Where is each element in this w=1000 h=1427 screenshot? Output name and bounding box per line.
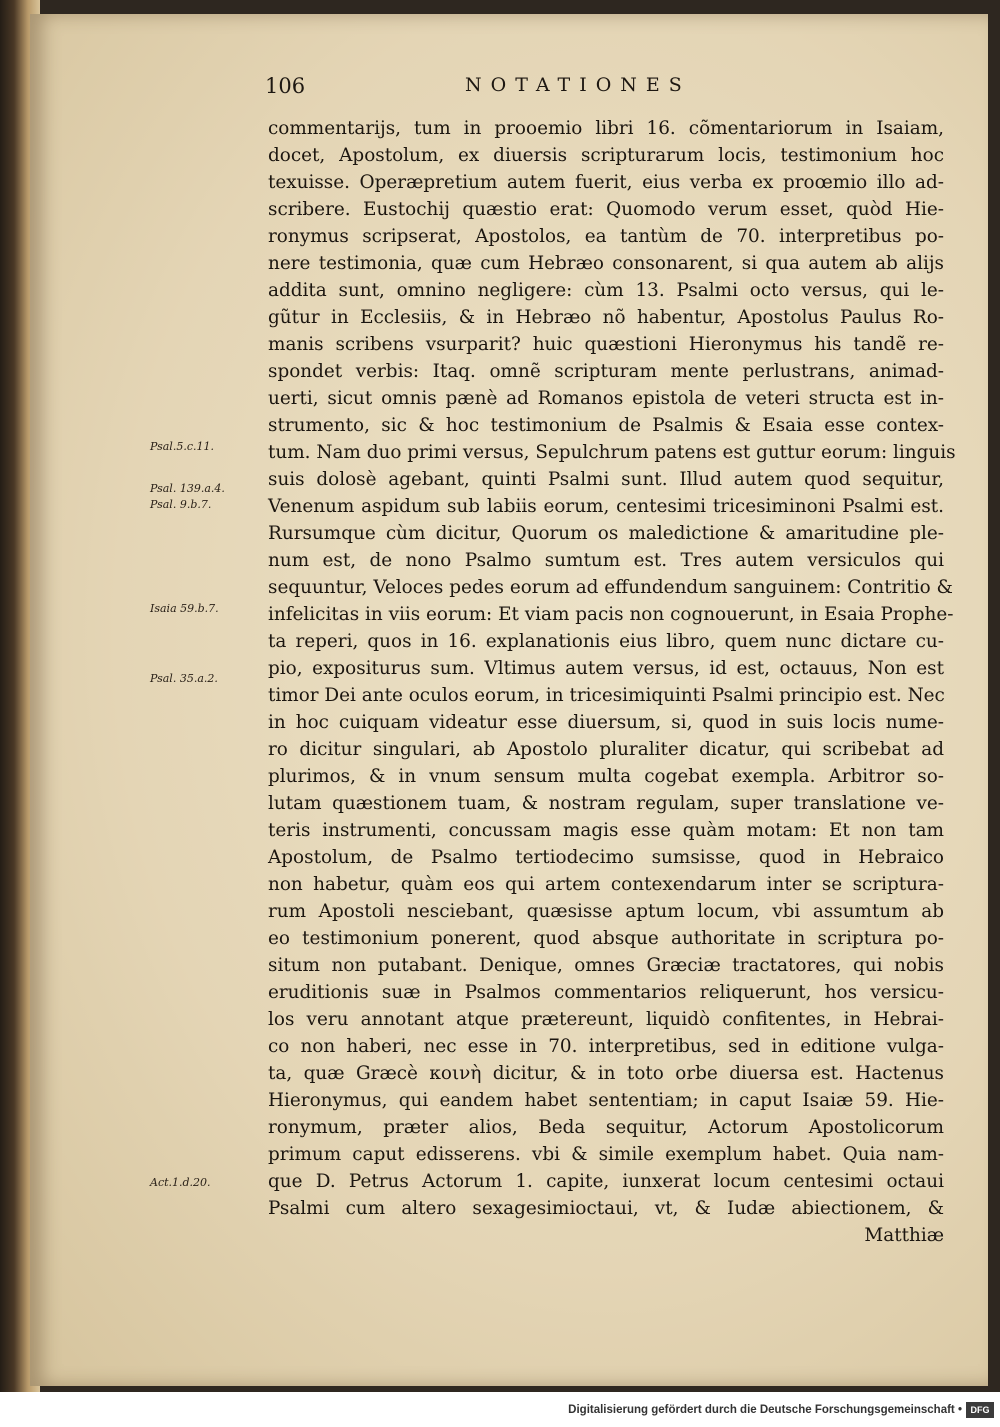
text-line: spondet verbis: Itaq. omnẽ scripturam mente perlustrans, animad-	[268, 361, 944, 382]
text-line: commentarijs, tum in prooemio libri 16. cõmentariorum in Isaiam,	[268, 118, 944, 139]
text-line: eo testimonium ponerent, quod absque authoritate in scriptura po-	[268, 928, 944, 949]
text-line: timor Dei ante oculos eorum, in tricesimiquinti Psalmi principio est. Nec	[268, 685, 945, 706]
text-line: co non haberi, nec esse in 70. interpretibus, sed in editione vulga-	[268, 1036, 944, 1057]
text-line: ro dicitur singulari, ab Apostolo pluraliter dicatur, qui scribebat ad	[268, 739, 944, 760]
margin-note: Psal. 139.a.4.	[150, 482, 225, 495]
text-line: situm non putabant. Denique, omnes Græciæ tractatores, qui nobis	[268, 955, 944, 976]
text-line: num est, de nono Psalmo sumtum est. Tres autem versiculos qui	[268, 550, 944, 571]
text-line: pio, expositurus sum. Vltimus autem versus, id est, octauus, Non est	[268, 658, 944, 679]
margin-note: Act.1.d.20.	[150, 1176, 211, 1189]
text-line: infelicitas in viis eorum: Et viam pacis non cognouerunt, in Esaia Prophe-	[268, 604, 954, 625]
body-text	[268, 115, 956, 1246]
text-line: gũtur in Ecclesiis, & in Hebræo nõ habentur, Apostolus Paulus Ro-	[268, 307, 944, 328]
text-line: suis dolosè agebant, quinti Psalmi sunt. Illud autem quod sequitur,	[268, 469, 944, 490]
running-head: NOTATIONES	[465, 74, 691, 96]
dfg-logo-icon: DFG	[966, 1402, 994, 1418]
text-line: addita sunt, omnino negligere: cùm 13. Psalmi octo versus, qui le-	[268, 280, 944, 301]
page-header	[265, 74, 945, 104]
margin-notes	[150, 440, 268, 1200]
text-line: tum. Nam duo primi versus, Sepulchrum patens est guttur eorum: linguis	[268, 442, 956, 463]
text-line: scribere. Eustochij quæstio erat: Quomodo verum esset, quòd Hie-	[268, 199, 944, 220]
text-line: ta reperi, quos in 16. explanationis eius libro, quem nunc dictare cu-	[268, 631, 944, 652]
text-line: rum Apostoli nesciebant, quæsisse aptum locum, vbi assumtum ab	[268, 901, 944, 922]
text-line: Hieronymus, qui eandem habet sententiam; in caput Isaiæ 59. Hie-	[268, 1090, 944, 1111]
text-line: los veru annotant atque prætereunt, liquidò confitentes, in Hebrai-	[268, 1009, 944, 1030]
footer-bar	[0, 1392, 1000, 1427]
text-line: Rursumque cùm dicitur, Quorum os maledictione & amaritudine ple-	[268, 523, 944, 544]
margin-note: Isaia 59.b.7.	[150, 602, 219, 615]
text-line: manis scribens vsurparit? huic quæstioni Hieronymus his tandẽ re-	[268, 334, 944, 355]
text-line: Psalmi cum altero sexagesimioctaui, vt, & Iudæ abiectionem, &	[268, 1198, 944, 1219]
page-number: 106	[265, 74, 306, 98]
text-line: strumento, sic & hoc testimonium de Psalmis & Esaia esse contex-	[268, 415, 944, 436]
text-line: primum caput edisserens. vbi & simile exemplum habet. Quia nam-	[268, 1144, 944, 1165]
text-line: ronymum, præter alios, Beda sequitur, Actorum Apostolicorum	[268, 1117, 944, 1138]
text-line: eruditionis suæ in Psalmos commentarios reliquerunt, hos versicu-	[268, 982, 944, 1003]
funding-notice: Digitalisierung gefördert durch die Deutsche Forschungsgemeinschaft •	[568, 1404, 962, 1416]
margin-note: Psal. 35.a.2.	[150, 672, 218, 685]
catchword: Matthiæ	[864, 1225, 944, 1246]
margin-note: Psal. 9.b.7.	[150, 498, 212, 511]
text-line: Venenum aspidum sub labiis eorum, centesimi tricesiminoni Psalmi est.	[268, 496, 944, 517]
text-line: Apostolum, de Psalmo tertiodecimo sumsisse, quod in Hebraico	[268, 847, 944, 868]
text-line: in hoc cuiquam videatur esse diuersum, si, quod in suis locis nume-	[268, 712, 944, 733]
text-line: plurimos, & in vnum sensum multa cogebat exempla. Arbitror so-	[268, 766, 944, 787]
text-line: sequuntur, Veloces pedes eorum ad effundendum sanguinem: Contritio &	[268, 577, 953, 598]
text-line: teris instrumenti, concussam magis esse quàm motam: Et non tam	[268, 820, 944, 841]
text-line: que D. Petrus Actorum 1. capite, iunxerat locum centesimi octaui	[268, 1171, 944, 1192]
margin-note: Psal.5.c.11.	[150, 440, 214, 453]
text-line: non habetur, quàm eos qui artem contexendarum inter se scriptura-	[268, 874, 944, 895]
text-line: uerti, sicut omnis pænè ad Romanos epistola de veteri structa est in-	[268, 388, 944, 409]
text-line: ta, quæ Græcè κοινὴ dicitur, & in toto orbe diuersa est. Hactenus	[268, 1063, 944, 1084]
text-line: ronymus scripserat, Apostolos, ea tantùm de 70. interpretibus po-	[268, 226, 944, 247]
text-line: docet, Apostolum, ex diuersis scripturarum locis, testimonium hoc	[268, 145, 944, 166]
text-line: nere testimonia, quæ cum Hebræo consonarent, si qua autem ab alijs	[268, 253, 944, 274]
text-line: lutam quæstionem tuam, & nostram regulam, super translatione ve-	[268, 793, 944, 814]
text-line: texuisse. Operæpretium autem fuerit, eius verba ex proœmio illo ad-	[268, 172, 944, 193]
